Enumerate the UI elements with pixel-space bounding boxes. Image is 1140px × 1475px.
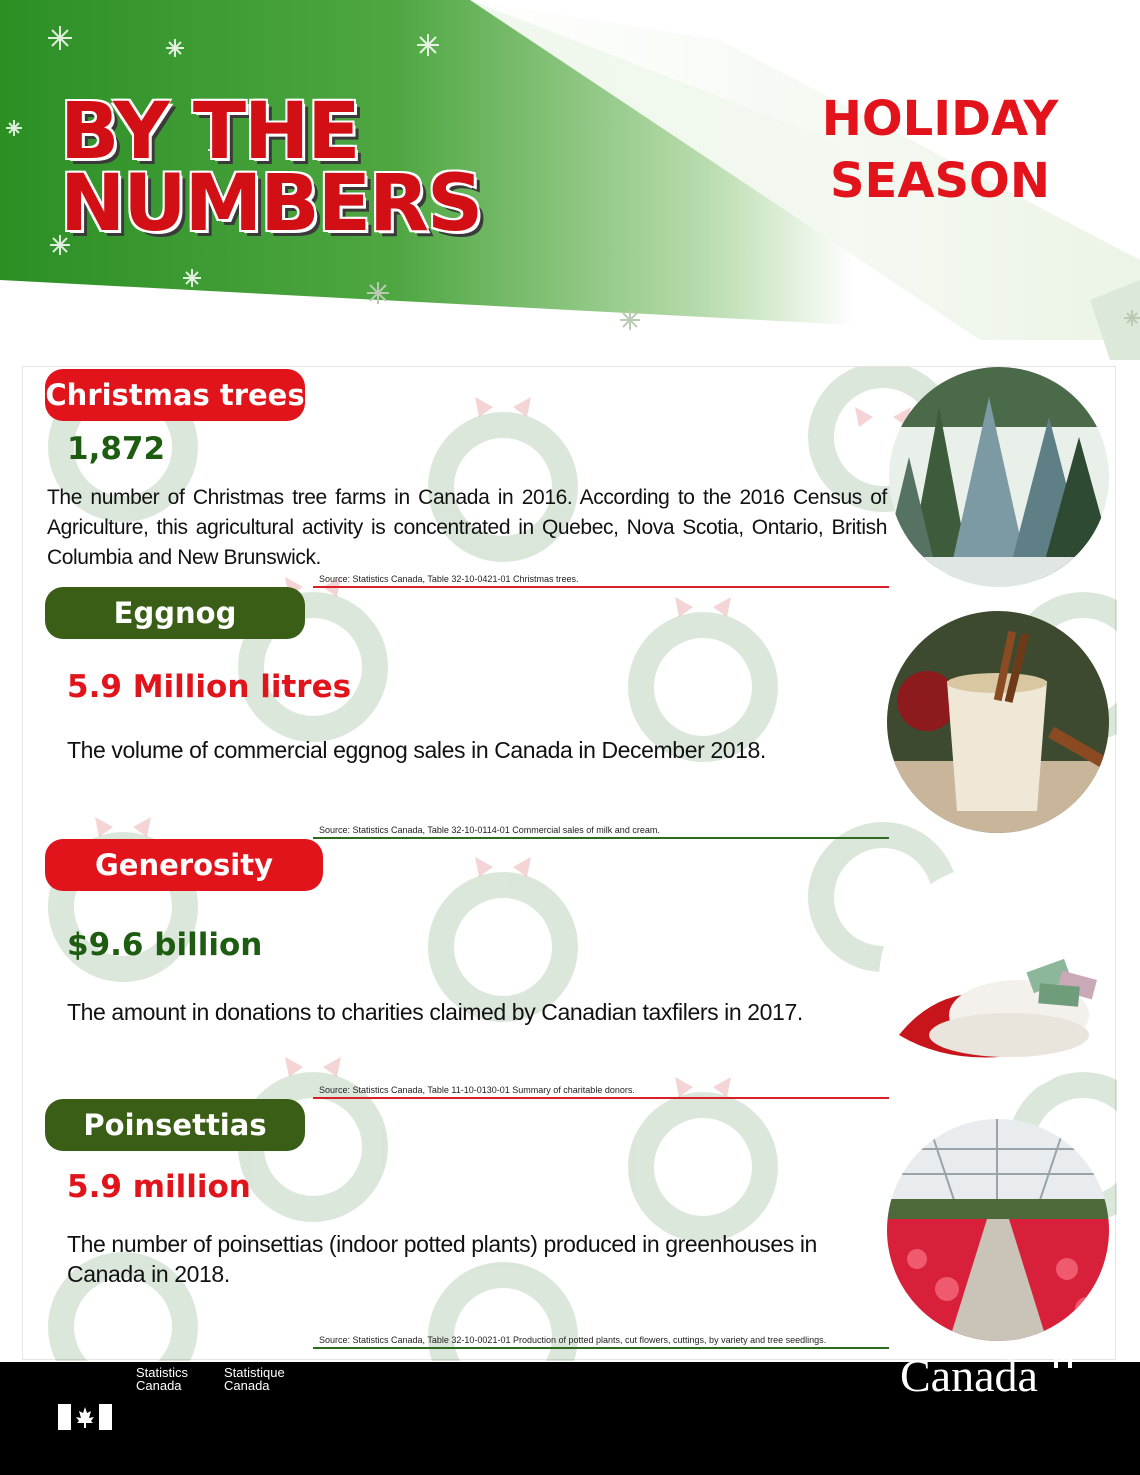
tag-poinsettias: Poinsettias: [45, 1099, 305, 1151]
divider-generosity: [313, 1097, 889, 1099]
divider-christmas-trees: [313, 586, 889, 588]
agency-fr-line-2: Canada: [224, 1378, 270, 1393]
desc-generosity: The amount in donations to charities claimed by Canadian taxfilers in 2017.: [67, 999, 803, 1025]
agency-fr-line-1: Statistique: [224, 1365, 285, 1380]
divider-poinsettias: [313, 1347, 889, 1349]
season-heading: [800, 88, 1080, 212]
agency-name-english-block: [136, 1366, 188, 1392]
tag-eggnog: Eggnog: [45, 587, 305, 639]
desc-eggnog: The volume of commercial eggnog sales in Canada in December 2018.: [67, 737, 766, 763]
wordmark-flag-icon: [1054, 1352, 1072, 1368]
title-line-2: NUMBERS: [60, 159, 482, 249]
desc-christmas-trees: The number of Christmas tree farms in Canada in 2016. According to the 2016 Census of Agriculture, this agricultural activity is concentrated in Quebec, Nova Scotia, Ontario, British Columbia and New Brunswick.: [47, 486, 887, 569]
poinsettia-greenhouse-photo: [887, 1119, 1109, 1341]
header-banner: [0, 0, 1140, 360]
stat-eggnog: 5.9 Million litres: [67, 669, 352, 705]
season-line-2: SEASON: [829, 153, 1051, 209]
government-flag-icon: [58, 1404, 112, 1430]
footer: [0, 1350, 1140, 1475]
stat-poinsettias: 5.9 million: [67, 1169, 251, 1205]
eggnog-photo: [887, 611, 1109, 833]
agency-en-line-2: Canada: [136, 1378, 182, 1393]
page-title: [60, 87, 482, 249]
content-panel: [22, 366, 1116, 1360]
stat-generosity: $9.6 billion: [67, 927, 263, 963]
agency-name-french-block: [224, 1366, 285, 1392]
stat-christmas-trees: 1,872: [67, 431, 166, 467]
santa-hat-money-photo: [879, 865, 1109, 1095]
tag-christmas-trees: Christmas trees: [45, 369, 305, 421]
agency-en-line-1: Statistics: [136, 1365, 189, 1380]
season-line-1: HOLIDAY: [821, 91, 1059, 147]
christmas-trees-photo: [889, 367, 1109, 587]
title-line-1: BY THE: [60, 87, 359, 177]
source-eggnog: Source: Statistics Canada, Table 32-10-0114-01 Commercial sales of milk and cream.: [319, 825, 660, 835]
desc-poinsettias: The number of poinsettias (indoor potted plants) produced in greenhouses in Canada in 2018.: [67, 1231, 817, 1287]
source-generosity: Source: Statistics Canada, Table 11-10-0130-01 Summary of charitable donors.: [319, 1085, 635, 1095]
source-christmas-trees: Source: Statistics Canada, Table 32-10-0421-01 Christmas trees.: [319, 574, 579, 584]
canada-wordmark: Canada: [900, 1350, 1038, 1401]
divider-eggnog: [313, 837, 889, 839]
tag-generosity: Generosity: [45, 839, 323, 891]
source-poinsettias: Source: Statistics Canada, Table 32-10-0021-01 Production of potted plants, cut flowers, cuttings, by variety and tree seedlings.: [319, 1335, 827, 1345]
